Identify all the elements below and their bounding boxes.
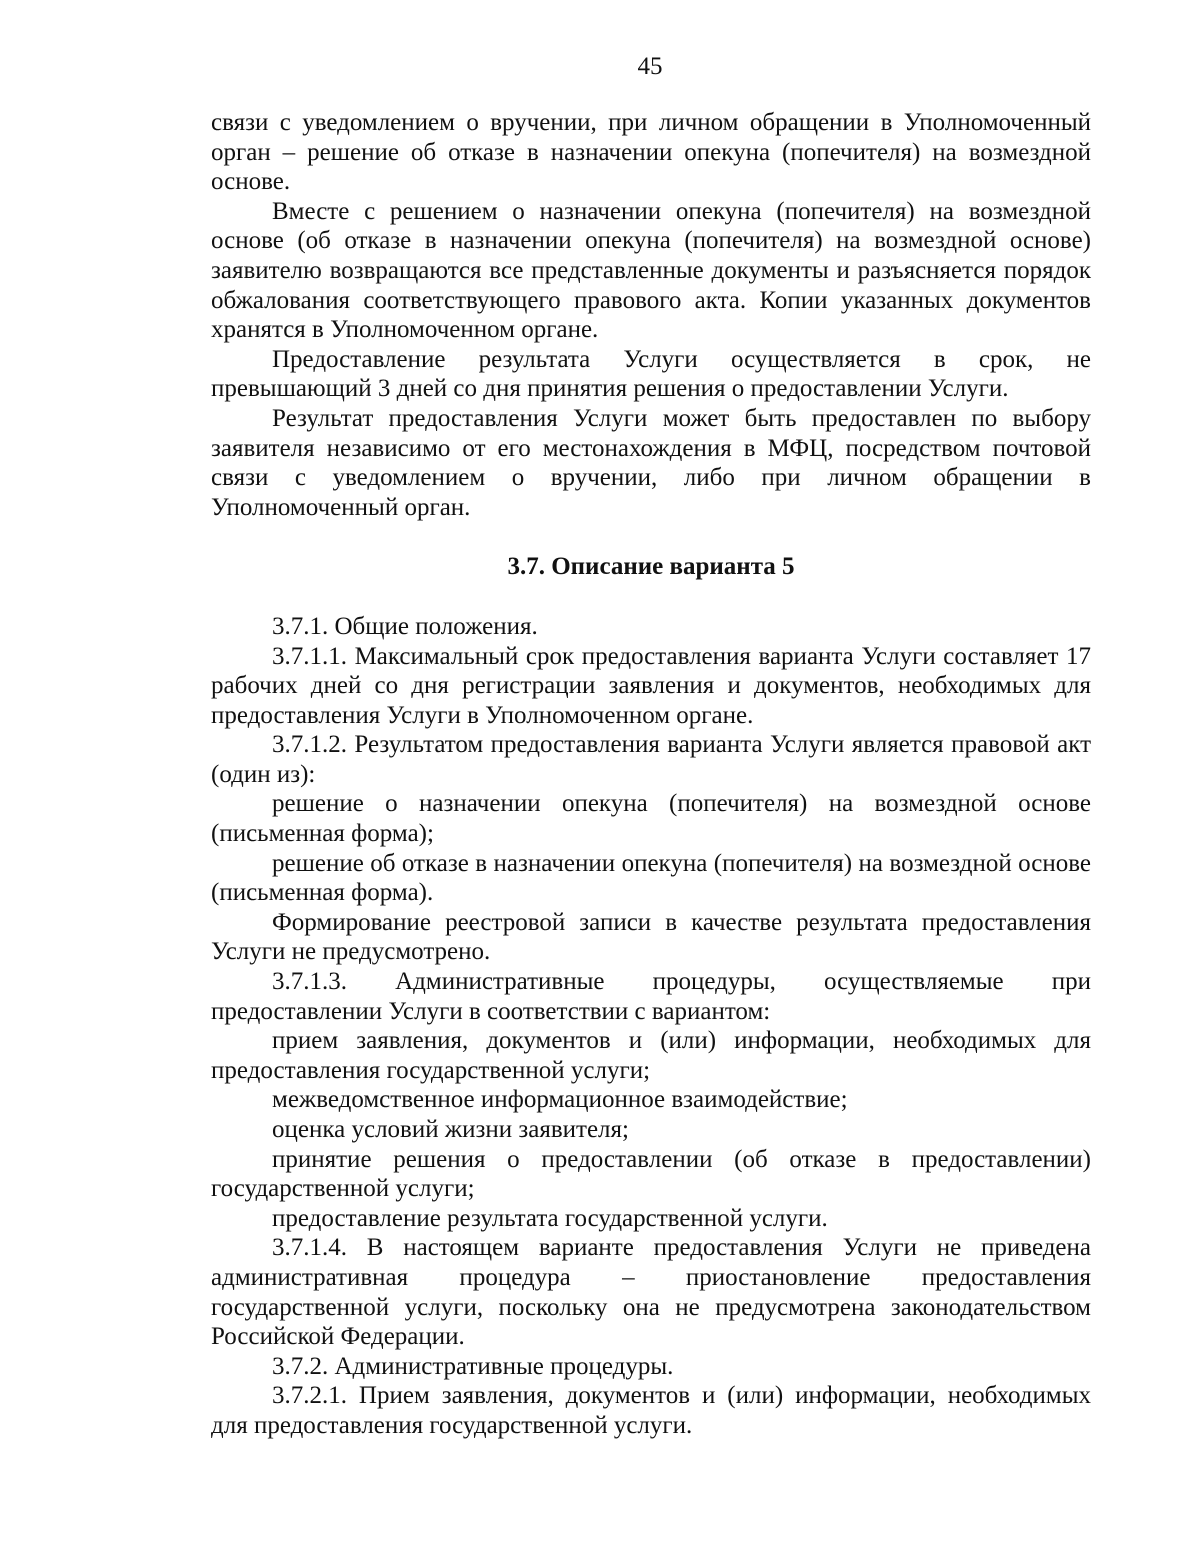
list-item: принятие решения о предоставлении (об отказе в предоставлении) государственной услуги; <box>211 1145 1091 1203</box>
paragraph: 3.7.1.4. В настоящем варианте предоставления Услуги не приведена административная процедура – приостановление предоставления государственной услуги, поскольку она не предусмотрена законодательством Российской Федерации. <box>211 1234 1091 1351</box>
paragraph: Формирование реестровой записи в качестве результата предоставления Услуги не предусмотрено. <box>211 908 1091 966</box>
paragraph: 3.7.2.1. Прием заявления, документов и (или) информации, необходимых для предоставления государственной услуги. <box>211 1382 1091 1439</box>
list-item: предоставление результата государственной услуги. <box>272 1204 828 1232</box>
paragraph: Вместе с решением о назначении опекуна (попечителя) на возмездной основе (об отказе в назначении опекуна (попечителя) на возмездной основе) заявителю возвращаются все представленные документы и разъясняется порядок обжалования соответствующего правового акта. Копии указанных документов хранятся в Уполномоченном органе. <box>211 197 1091 344</box>
paragraph: Предоставление результата Услуги осуществляется в срок, не превышающий 3 дней со дня принятия решения о предоставлении Услуги. <box>211 345 1091 403</box>
page-body <box>211 108 1091 1441</box>
paragraph: связи с уведомлением о вручении, при личном обращении в Уполномоченный орган – решение об отказе в назначении опекуна (попечителя) на возмездной основе. <box>211 109 1091 196</box>
paragraph: 3.7.1.2. Результатом предоставления варианта Услуги является правовой акт (один из): <box>211 731 1091 788</box>
section-heading: 3.7. Описание варианта 5 <box>507 553 795 581</box>
list-item: решение о назначении опекуна (попечителя) на возмездной основе (письменная форма); <box>211 790 1091 848</box>
list-item: прием заявления, документов и (или) информации, необходимых для предоставления государственной услуги; <box>211 1027 1091 1084</box>
list-item: оценка условий жизни заявителя; <box>272 1116 629 1143</box>
paragraph: Результат предоставления Услуги может быть предоставлен по выбору заявителя независимо от его местонахождения в МФЦ, посредством почтовой связи с уведомлением о вручении, либо при личном обращении в Уполномоченный орган. <box>211 404 1091 521</box>
page-number: 45 <box>637 53 663 80</box>
paragraph: 3.7.2. Административные процедуры. <box>272 1352 674 1380</box>
list-item: межведомственное информационное взаимодействие; <box>272 1086 848 1114</box>
paragraph: 3.7.1.3. Административные процедуры, осуществляемые при предоставлении Услуги в соответствии с вариантом: <box>211 968 1091 1025</box>
paragraph: 3.7.1. Общие положения. <box>272 612 538 640</box>
paragraph: 3.7.1.1. Максимальный срок предоставления варианта Услуги составляет 17 рабочих дней со дня регистрации заявления и документов, необходимых для предоставления Услуги в Уполномоченном органе. <box>211 642 1091 729</box>
list-item: решение об отказе в назначении опекуна (попечителя) на возмездной основе (письменная форма). <box>211 849 1091 907</box>
